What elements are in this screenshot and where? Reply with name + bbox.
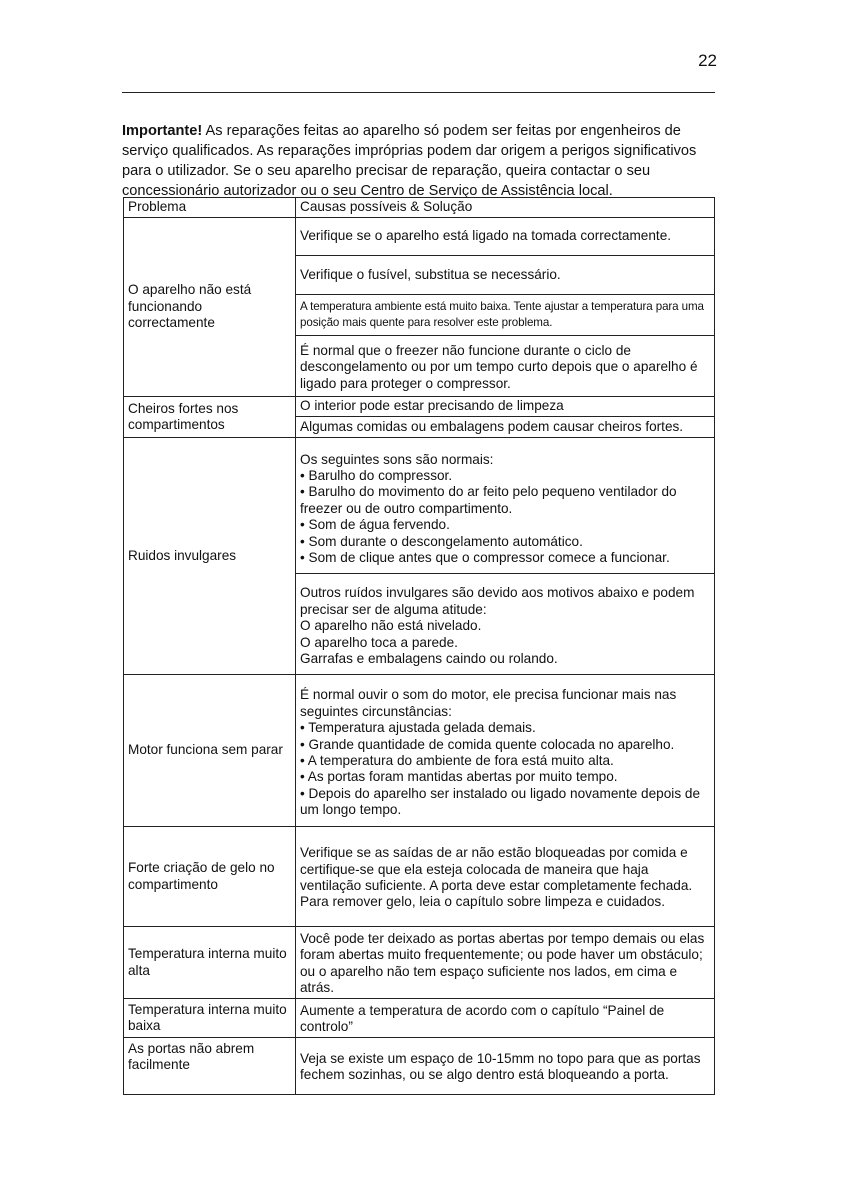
- problem-cell: As portas não abrem facilmente: [124, 1038, 296, 1095]
- solution-cell: Outros ruídos invulgares são devido aos motivos abaixo e podem precisar ser de alguma atitude: O aparelho não está nivelado. O aparelho toca a parede. Garrafas e embalagens caindo ou rolando.: [296, 574, 715, 675]
- solution-cell: É normal que o freezer não funcione durante o ciclo de descongelamento ou por um tempo curto depois que o aparelho é ligado para proteger o compressor.: [296, 336, 715, 397]
- table-row: [124, 218, 715, 256]
- troubleshooting-table: [123, 197, 715, 1095]
- solution-cell: Você pode ter deixado as portas abertas por tempo demais ou elas foram abertas muito frequentemente; ou pode haver um obstáculo; ou o aparelho não tem espaço suficiente nos lados, em cima e atrás.: [296, 927, 715, 999]
- problem-cell: Motor funciona sem parar: [124, 675, 296, 827]
- header-problem: Problema: [124, 198, 296, 218]
- solution-cell: O interior pode estar precisando de limpeza: [296, 397, 715, 417]
- solution-cell: Verifique se o aparelho está ligado na tomada correctamente.: [296, 218, 715, 256]
- table-row: [124, 927, 715, 999]
- intro-paragraph: [122, 121, 722, 201]
- solution-cell: A temperatura ambiente está muito baixa. Tente ajustar a temperatura para uma posição mais quente para resolver este problema.: [296, 295, 715, 336]
- header-solution: Causas possíveis & Solução: [296, 198, 715, 218]
- solution-cell: Veja se existe um espaço de 10-15mm no topo para que as portas fechem sozinhas, ou se algo dentro está bloqueando a porta.: [296, 1038, 715, 1095]
- solution-cell: Aumente a temperatura de acordo com o capítulo “Painel de controlo”: [296, 999, 715, 1038]
- table-row: [124, 675, 715, 827]
- problem-cell: Temperatura interna muito alta: [124, 927, 296, 999]
- solution-cell: Algumas comidas ou embalagens podem causar cheiros fortes.: [296, 417, 715, 438]
- table-row: [124, 999, 715, 1038]
- intro-text: As reparações feitas ao aparelho só podem ser feitas por engenheiros de serviço qualificados. As reparações impróprias podem dar origem a perigos significativos para o utilizador. Se o seu aparelho precisar de reparação, queira contactar o seu concessionário autorizador ou o seu Centro de Serviço de Assistência local.: [122, 123, 697, 199]
- problem-cell: Cheiros fortes nos compartimentos: [124, 397, 296, 438]
- header-divider: [122, 92, 715, 93]
- table-row: [124, 397, 715, 417]
- problem-cell: O aparelho não está funcionando correctamente: [124, 218, 296, 397]
- solution-cell: Verifique se as saídas de ar não estão bloqueadas por comida e certifique-se que ela esteja colocada de maneira que haja ventilação suficiente. A porta deve estar completamente fechada. Para remover gelo, leia o capítulo sobre limpeza e cuidados.: [296, 827, 715, 927]
- intro-bold: Importante!: [122, 123, 203, 139]
- solution-cell: Verifique o fusível, substitua se necessário.: [296, 256, 715, 295]
- table-row: [124, 438, 715, 574]
- page-number: 22: [698, 51, 717, 70]
- table-row: [124, 827, 715, 927]
- solution-cell: É normal ouvir o som do motor, ele precisa funcionar mais nas seguintes circunstâncias: • Temperatura ajustada gelada demais. • Grande quantidade de comida quente colocada no aparelho. • A temperatura do ambiente de fora está muito alta. • As portas foram mantidas abertas por muito tempo. • Depois do aparelho ser instalado ou ligado novamente depois de um longo tempo.: [296, 675, 715, 827]
- table-header-row: [124, 198, 715, 218]
- problem-cell: Temperatura interna muito baixa: [124, 999, 296, 1038]
- problem-cell: Forte criação de gelo no compartimento: [124, 827, 296, 927]
- solution-cell: Os seguintes sons são normais: • Barulho do compressor. • Barulho do movimento do ar feito pelo pequeno ventilador do freezer ou de outro compartimento. • Som de água fervendo. • Som durante o descongelamento automático. • Som de clique antes que o compressor comece a funcionar.: [296, 438, 715, 574]
- table-row: [124, 1038, 715, 1095]
- problem-cell: Ruidos invulgares: [124, 438, 296, 675]
